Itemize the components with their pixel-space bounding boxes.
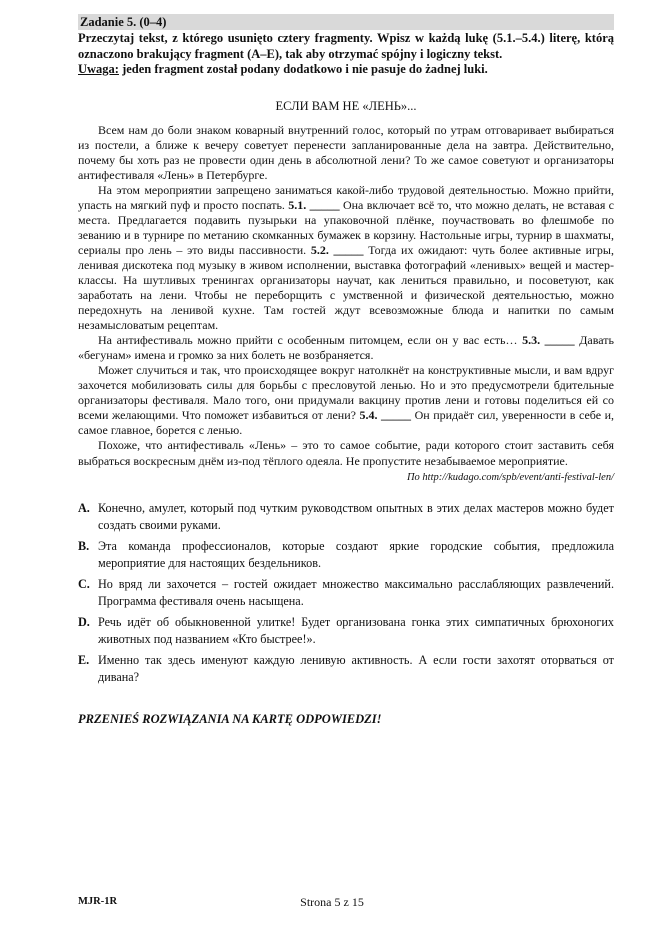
option-letter: B. [78, 538, 90, 553]
option-letter: E. [78, 652, 90, 667]
paragraph-1: Всем нам до боли знаком коварный внутренний голос, который по утрам отговаривает выбираться из постели, а ближе к вечеру советует перенести запланированные дела на завтра. Действительно, почему бы хоть раз не провести один день в абсолютной лени? То же самое советуют и организаторы антифестиваля «Лень» в Петербурге. [78, 122, 614, 182]
footer-page-number: Strona 5 z 15 [300, 895, 364, 909]
paragraph-4-part-b: Он придаёт сил, уверенности в себе и, самое главное, борется с ленью. [78, 408, 615, 438]
final-instruction: PRZENIEŚ ROZWIĄZANIA NA KARTĘ ODPOWIEDZI! [78, 711, 382, 726]
options-list [78, 500, 614, 687]
footer-code: MJR-1R [78, 896, 118, 907]
paragraph-3-part-b: Давать «бегунам» имена и громко за них болеть не возбраняется. [78, 333, 614, 363]
option-d [78, 614, 614, 649]
option-letter: A. [78, 500, 90, 515]
task-instruction [78, 31, 614, 78]
paragraph-2-part-c: Тогда их ожидают: чуть более активные игры, ленивая дискотека под музыку в живом исполнении, выставка фотографий «ленивых» вещей и мастер-классы. На шутливых тренингах организаторы научат, как лениться правильно, и посоветуют, как заработать на лени. Чтобы не переборщить с умственной и физической деятельностью, можно передохнуть на ленивой кухне. Там гостей ждут всевозможные блюда и напитки по самым незамысловатым рецептам. [78, 242, 614, 333]
gap-5-1: 5.1. _____ [288, 197, 340, 212]
gap-5-4: 5.4. _____ [359, 408, 412, 423]
paragraph-2-part-b: Она включает всё то, что можно делать, не вставая с места. Предлагается подавить пузырьки на упаковочной плёнке, поучаствовать во флешмобе по зеванию и в турнире по метанию скомканных бумажек в корзину. Настольные игры, турнир в шахматы, сериалы про лень – это виды пассивности. [78, 197, 614, 257]
option-text: Речь идёт об обыкновенной улитке! Будет организована гонка этих симпатичных брюхоногих животных под названием «Кто быстрее!». [98, 614, 614, 647]
page-content [78, 14, 614, 727]
option-b [78, 538, 614, 573]
option-text: Именно так здесь именуют каждую ленивую активность. А если гости захотят оторваться от дивана? [98, 652, 614, 685]
option-a [78, 500, 614, 535]
paragraph-4 [78, 363, 614, 438]
paragraph-3-part-a: На антифестиваль можно прийти с особенным питомцем, если он у вас есть… [98, 333, 523, 348]
paragraph-5: Похоже, что антифестиваль «Лень» – это то самое событие, ради которого стоит заставить себя выбраться воскресным днём из-под тёплого одеяла. Не пропустите незабываемое мероприятие. [78, 438, 614, 468]
option-letter: D. [78, 614, 90, 629]
instruction-text: Przeczytaj tekst, z którego usunięto cztery fragmenty. Wpisz w każdą lukę (5.1.–5.4.) literę, którą oznaczono brakujący fragment (A–E), tak aby otrzymać spójny i logiczny tekst. [78, 31, 614, 61]
paragraph-2 [78, 183, 614, 333]
option-e [78, 652, 614, 687]
paragraph-4-part-a: Может случиться и так, что происходящее вокруг натолкнёт на конструктивные мысли, и вам вдруг захочется мобилизовать силы для борьбы с пресловутой ленью. Но и это предусмотрели бдительные организаторы фестиваля. Мало того, они придумали вакцину против лени и готовы поделиться ей со всеми желающими. Что поможет избавиться от лени? [78, 363, 614, 423]
paragraph-2-part-a: На этом мероприятии запрещено заниматься какой-либо трудовой деятельностью. Можно прийти, упасть на мягкий пуф и просто поспать. [78, 182, 614, 212]
option-text: Но вряд ли захочется – гостей ожидает множество максимально расслабляющих развлечений. Программа фестиваля очень насыщена. [98, 576, 614, 609]
article-source: По http://kudago.com/spb/event/anti-festival-len/ [406, 471, 614, 483]
paragraph-3 [78, 333, 614, 363]
article-body [78, 123, 614, 469]
note-text: jeden fragment został podany dodatkowo i nie pasuje do żadnej luki. [118, 62, 488, 76]
option-text: Конечно, амулет, который под чутким руководством опытных в этих делах мастеров можно будет создать своими руками. [98, 500, 614, 533]
article-title: ЕСЛИ ВАМ НЕ «ЛЕНЬ»... [275, 98, 417, 113]
option-text: Эта команда профессионалов, которые создают яркие городские события, предложила мероприятие для настоящих бездельников. [98, 538, 614, 571]
gap-5-3: 5.3. _____ [522, 333, 575, 348]
option-letter: C. [78, 576, 90, 591]
task-header: Zadanie 5. (0–4) [78, 14, 614, 30]
note-label: Uwaga: [78, 62, 119, 76]
gap-5-2: 5.2. _____ [310, 242, 364, 257]
option-c [78, 576, 614, 611]
